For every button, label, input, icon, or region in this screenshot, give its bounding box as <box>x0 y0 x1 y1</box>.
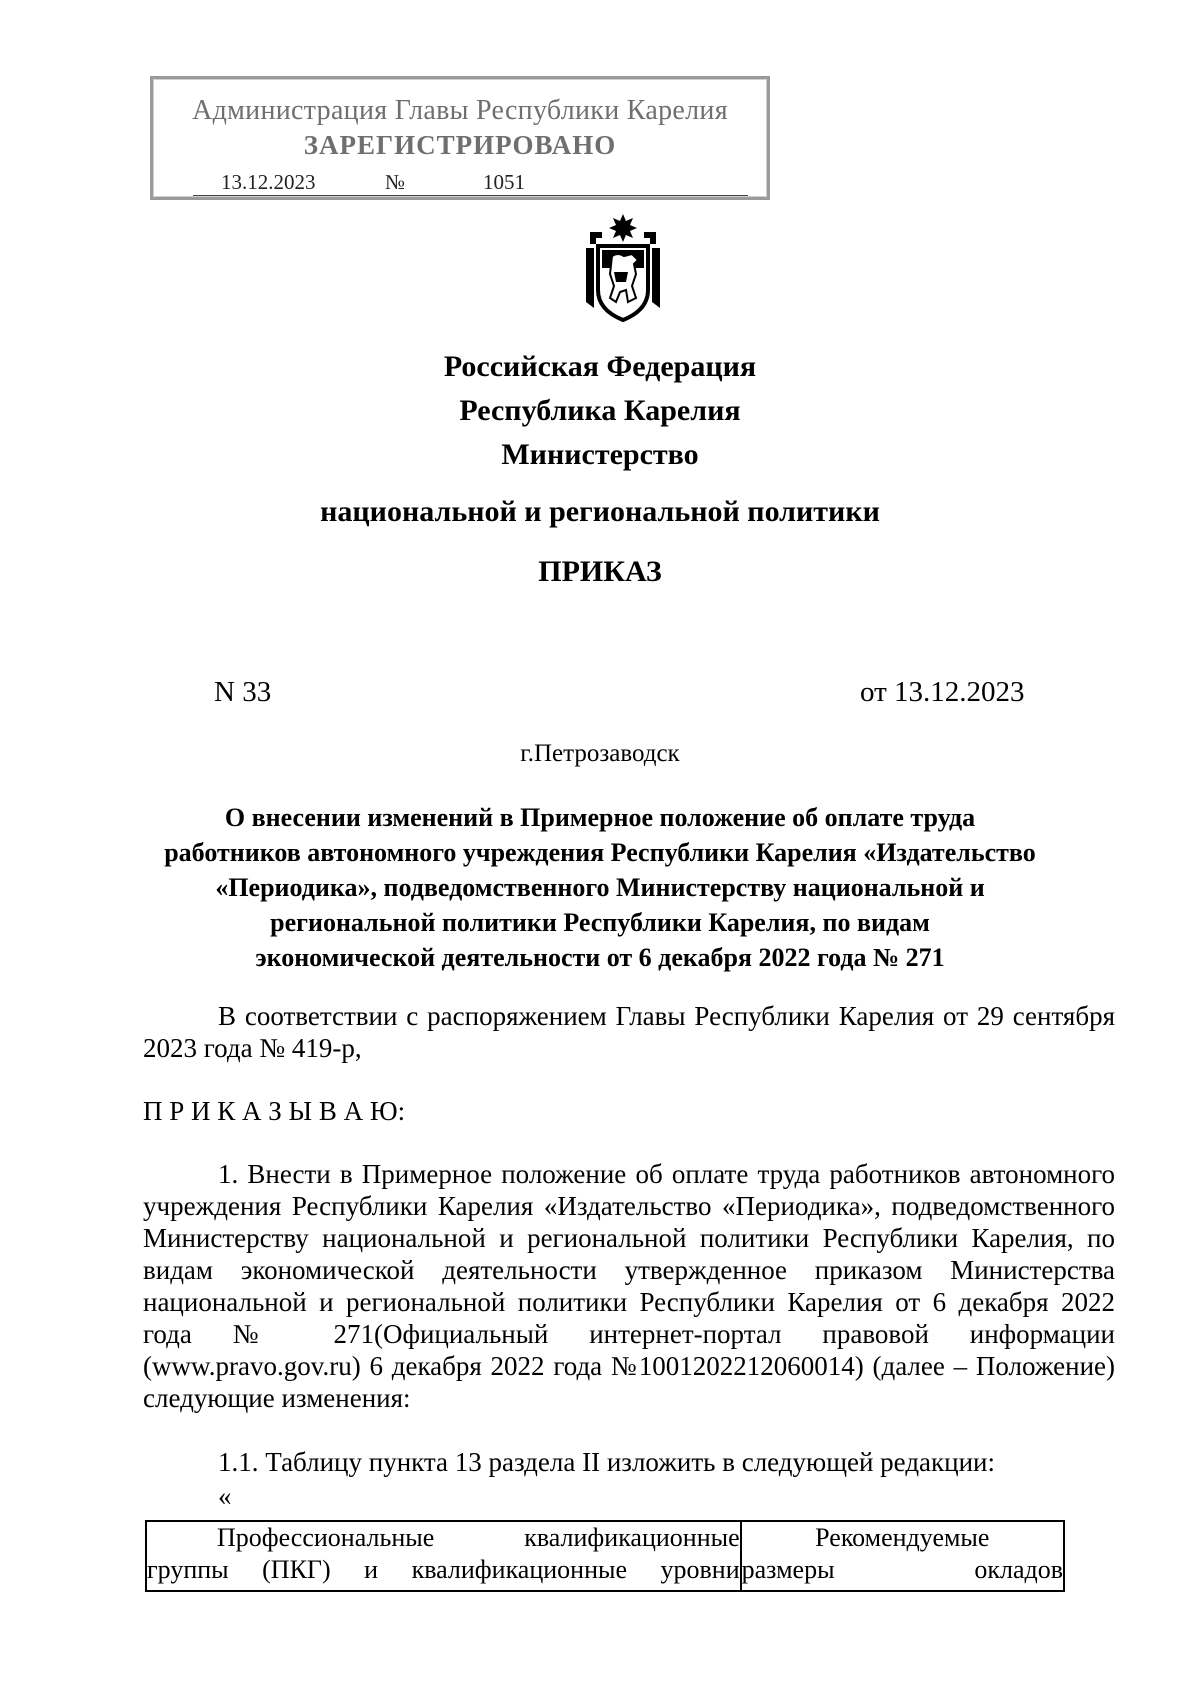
subject-line: работников автономного учреждения Республики Карелия «Издательство <box>164 838 1036 867</box>
stamp-number: 1051 <box>483 170 525 194</box>
stamp-registration-line <box>193 169 748 196</box>
quote-open: « <box>218 1481 232 1511</box>
order-date: от 13.12.2023 <box>860 676 1025 708</box>
salary-table <box>145 1520 1065 1592</box>
order-subject <box>140 800 1060 975</box>
header-ministry-name: национальной и региональной политики <box>320 495 880 528</box>
stamp-number-sign: № <box>385 170 406 194</box>
subject-line: «Периодика», подведомственного Министерству национальной и <box>215 873 985 902</box>
table-header-salary <box>741 1521 1064 1591</box>
registration-stamp <box>150 76 770 200</box>
order-number: N 33 <box>214 676 272 708</box>
header-country: Российская Федерация <box>443 350 757 383</box>
table-header-text: Рекомендуемые <box>815 1523 990 1552</box>
item-1-1-paragraph: 1.1. Таблицу пункта 13 раздела II изложить в следующей редакции: <box>218 1447 996 1477</box>
table-row <box>146 1521 1064 1591</box>
subject-line: экономической деятельности от 6 декабря 2022 года № 271 <box>255 943 945 972</box>
table-header-text: группы (ПКГ) и квалификационные уровни <box>147 1555 740 1584</box>
table-header-qualification-groups <box>146 1521 741 1591</box>
coat-of-arms-icon <box>582 212 664 324</box>
stamp-status: ЗАРЕГИСТРИРОВАНО <box>303 130 617 160</box>
stamp-date: 13.12.2023 <box>221 170 316 194</box>
basis-paragraph: В соответствии с распоряжением Главы Республики Карелия от 29 сентября 2023 года № 419-р, <box>143 1001 1115 1063</box>
header-republic: Республика Карелия <box>459 394 741 427</box>
document-type: ПРИКАЗ <box>538 555 662 588</box>
table-header-text: размеры окладов <box>741 1555 1063 1584</box>
header-ministry: Министерство <box>501 438 699 471</box>
order-city: г.Петрозаводск <box>520 740 680 767</box>
stamp-organization: Администрация Главы Республики Карелия <box>192 95 728 126</box>
item-1-paragraph: 1. Внести в Примерное положение об оплате труда работников автономного учреждения Республики Карелия «Издательство «Периодика», подведомственного Министерству национальной и региональной политики Республики Карелия, по видам экономической деятельности утвержденное приказом Министерства национальной и региональной политики Республики Карелия от 6 декабря 2022 года № 271(Официальный интернет-портал правовой информации (www.pravo.gov.ru) 6 декабря 2022 года №1001202212060014) (далее – Положение) следующие изменения: <box>143 1159 1115 1413</box>
table-header-text: Профессиональные квалификационные <box>217 1523 740 1552</box>
decree-word: П Р И К А З Ы В А Ю: <box>143 1096 406 1126</box>
subject-line: региональной политики Республики Карелия, по видам <box>270 908 930 937</box>
subject-line: О внесении изменений в Примерное положение об оплате труда <box>224 803 976 832</box>
